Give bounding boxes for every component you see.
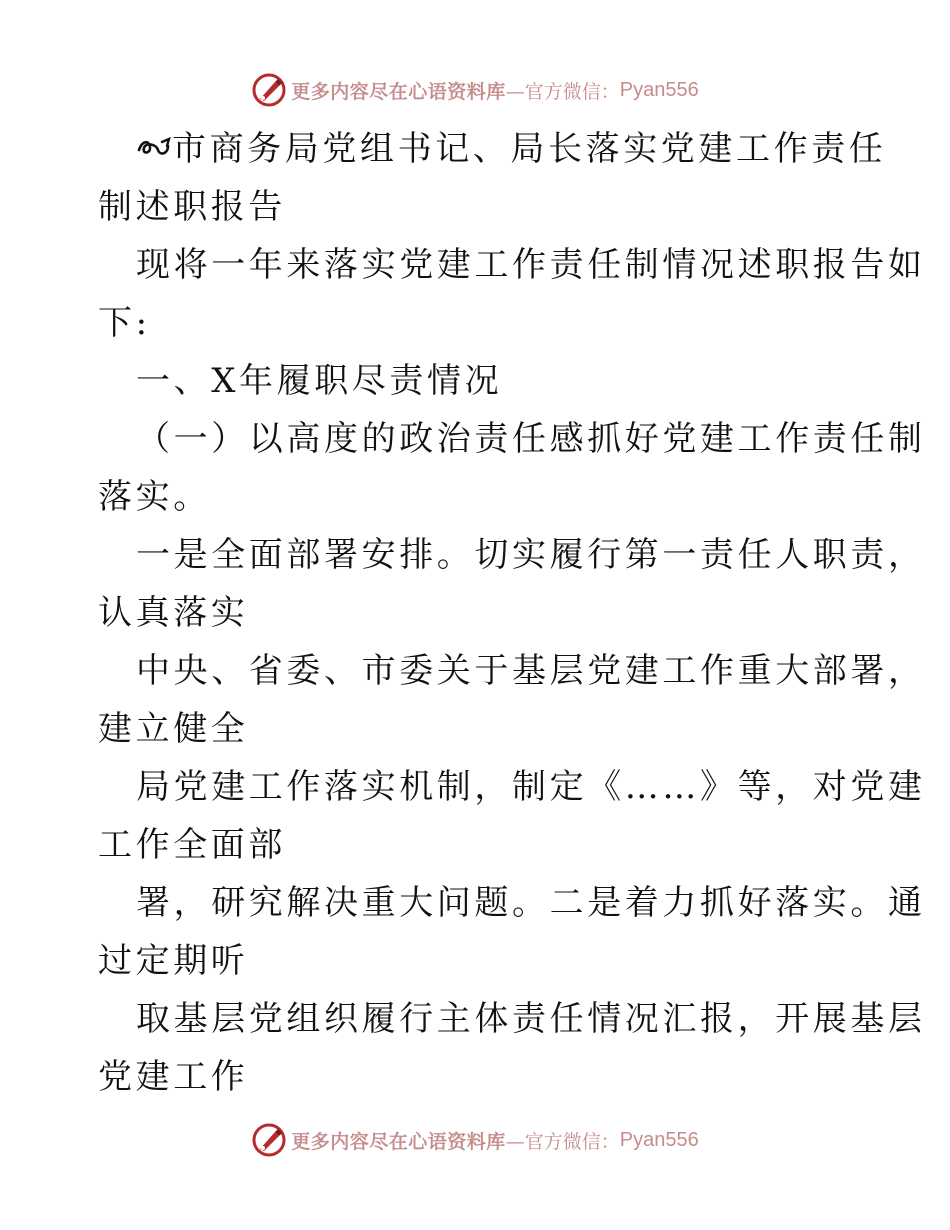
- pen-logo-icon: [251, 72, 287, 108]
- paragraph-line: 一是全面部署安排。切实履行第一责任人职责，: [136, 535, 926, 575]
- document-title-line-1: [98, 120, 887, 178]
- footer-banner: [0, 1118, 950, 1162]
- subsection-heading: （一）以高度的政治责任感抓好党建工作责任制: [136, 419, 926, 459]
- banner-wechat-id: Pyan556: [619, 78, 699, 101]
- banner-wechat-label: —官方微信：: [505, 1130, 620, 1153]
- paragraph-line: 落实。: [98, 477, 211, 517]
- document-title-line-2: 制述职报告: [98, 187, 286, 227]
- banner-wechat-label: —官方微信：: [505, 80, 620, 103]
- paragraph-line: 下:: [98, 303, 151, 343]
- document-title-text: 市商务局党组书记、局长落实党建工作责任: [172, 129, 887, 169]
- paragraph-line: 中央、省委、市委关于基层党建工作重大部署，: [136, 651, 926, 691]
- section-heading: 一、X年履职尽责情况: [136, 361, 503, 401]
- paragraph-line: 署，研究解决重大问题。二是着力抓好落实。通: [136, 883, 926, 923]
- header-banner: [0, 68, 950, 112]
- banner-site-text: 更多内容尽在心语资料库: [291, 80, 506, 103]
- banner-site-text: 更多内容尽在心语资料库: [291, 1130, 506, 1153]
- pen-logo-icon: [251, 1122, 287, 1158]
- flourish-icon: [136, 130, 172, 164]
- paragraph-line: 现将一年来落实党建工作责任制情况述职报告如: [136, 245, 926, 285]
- paragraph-line: 取基层党组织履行主体责任情况汇报，开展基层: [136, 999, 926, 1039]
- paragraph-line: 党建工作: [98, 1057, 249, 1097]
- document-body: [98, 120, 926, 1106]
- paragraph-line: 工作全面部: [98, 825, 286, 865]
- paragraph-line: 建立健全: [98, 709, 249, 749]
- paragraph-line: 局党建工作落实机制，制定《……》等，对党建: [136, 767, 926, 807]
- banner-wechat-id: Pyan556: [619, 1128, 699, 1151]
- paragraph-line: 过定期听: [98, 941, 249, 981]
- paragraph-line: 认真落实: [98, 593, 249, 633]
